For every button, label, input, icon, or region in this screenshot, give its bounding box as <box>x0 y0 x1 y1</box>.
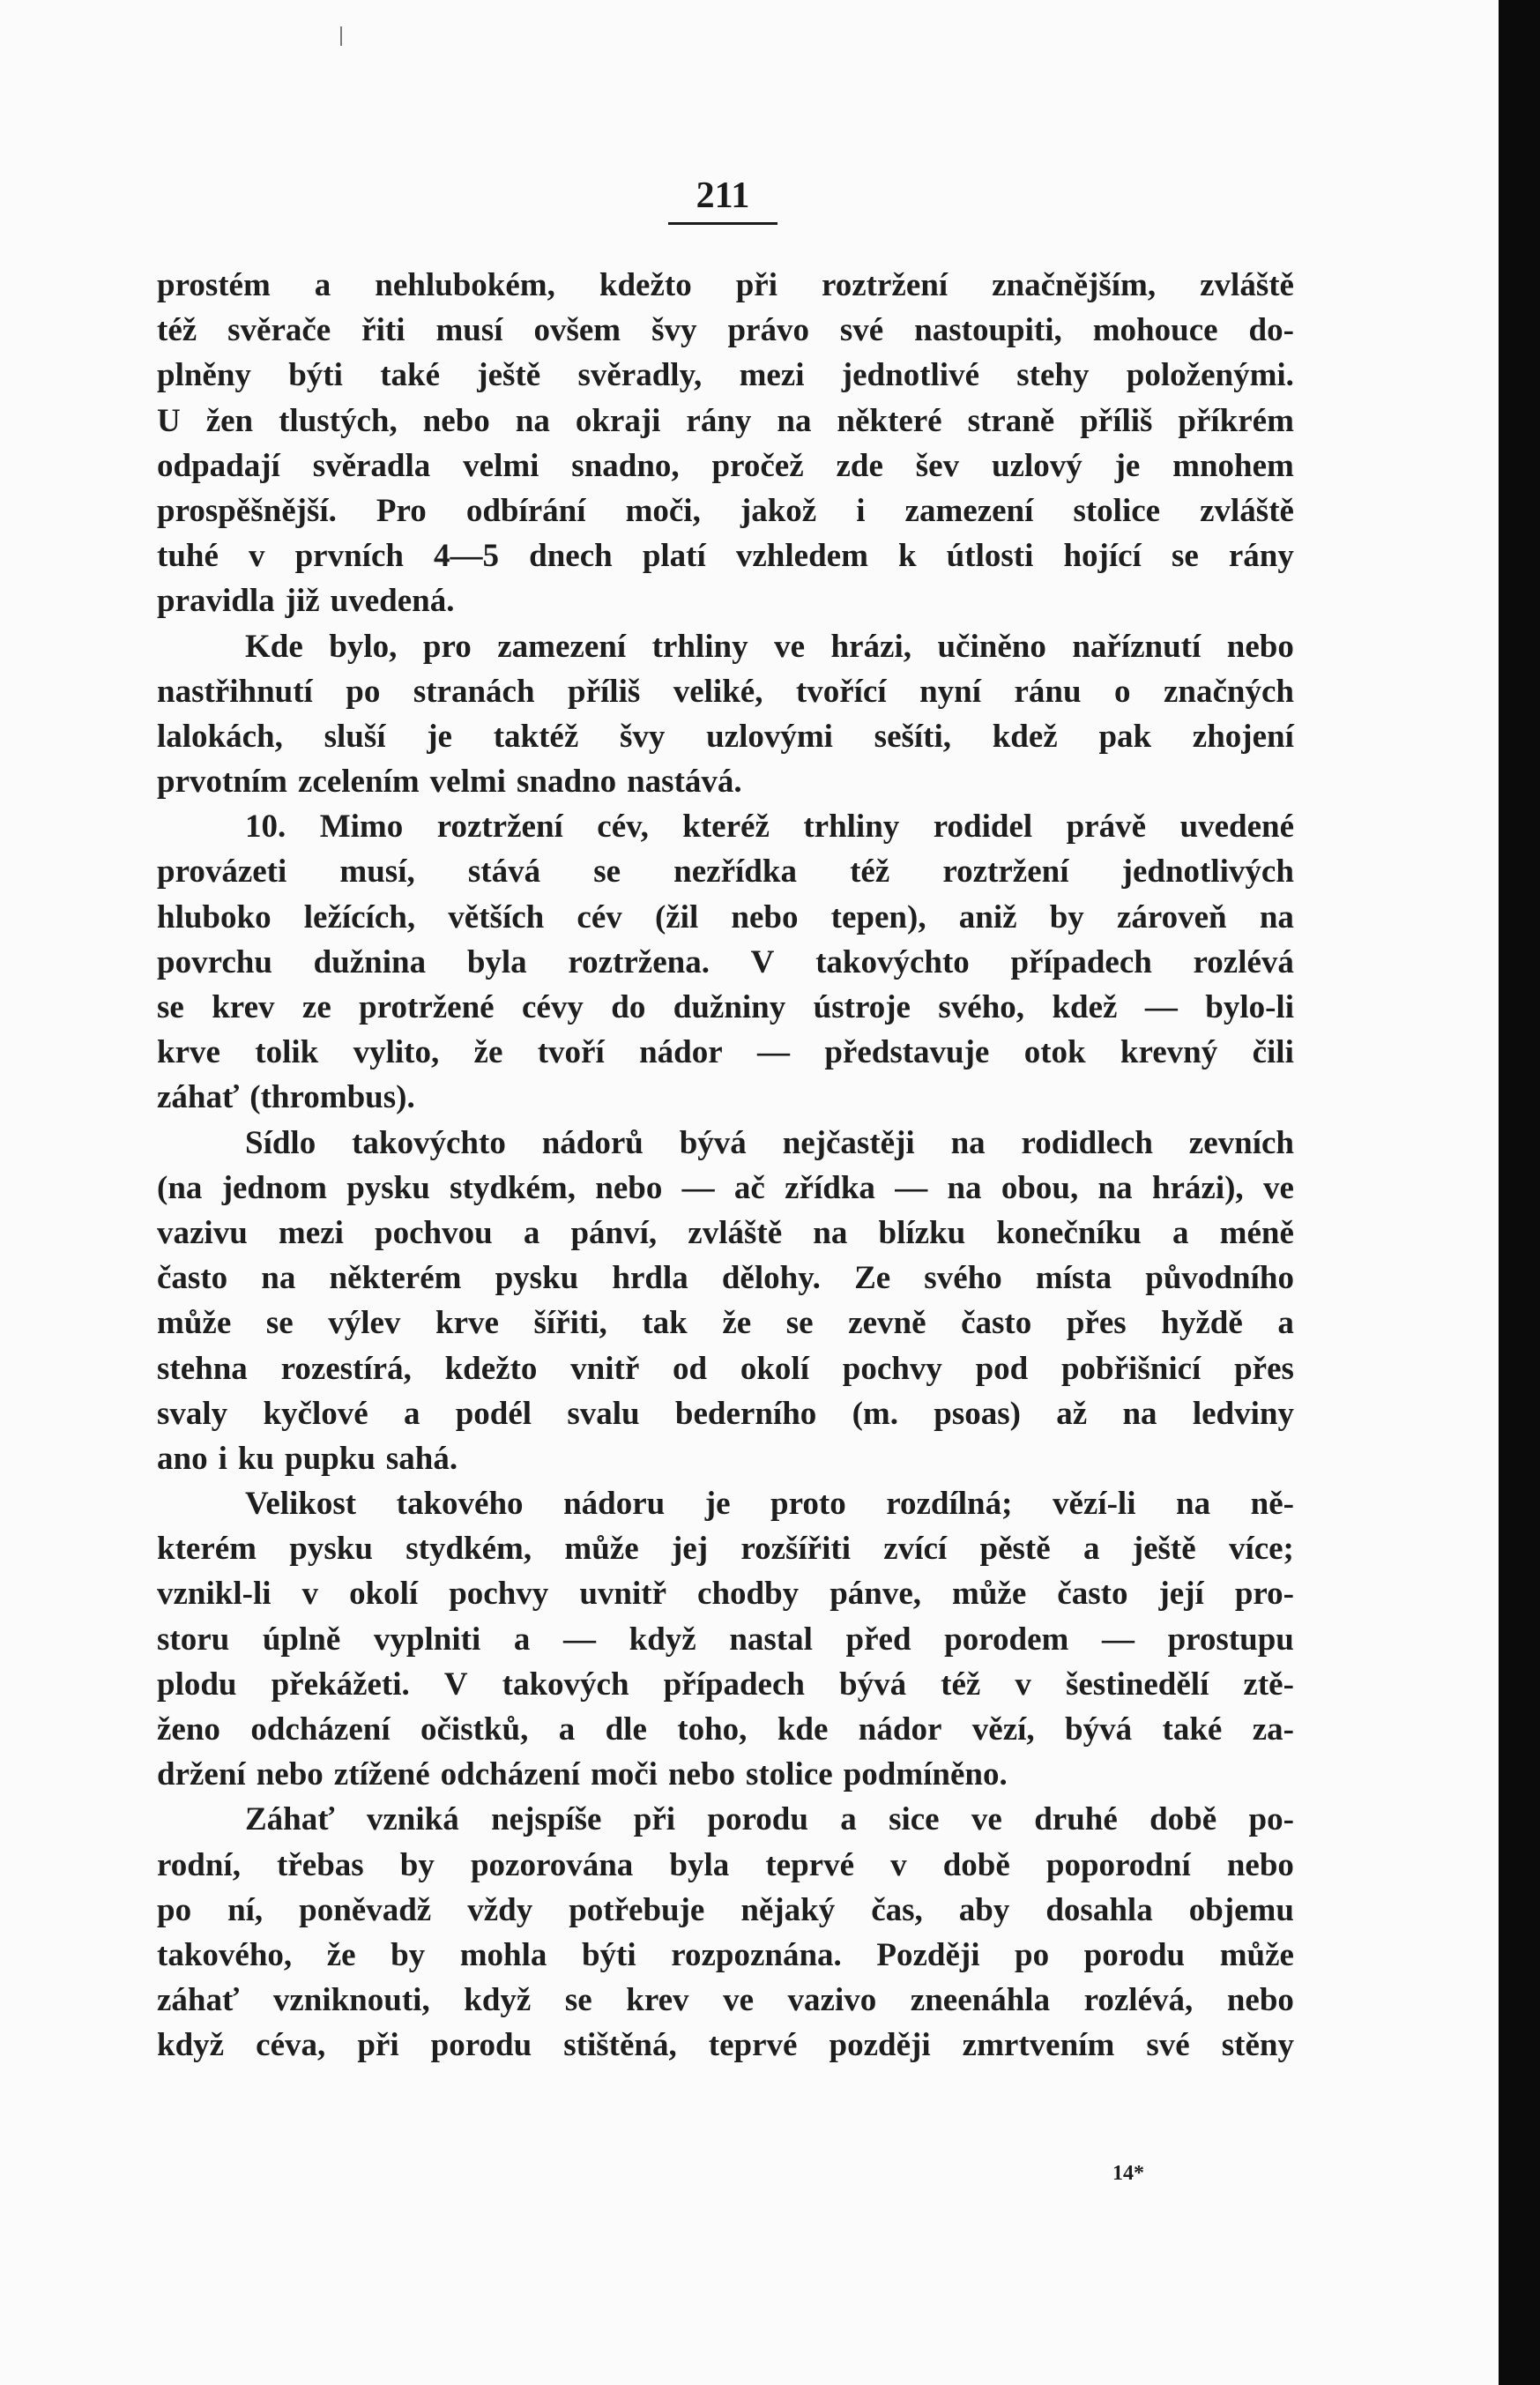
text-line: plodu překážeti. V takových případech bývá též v šestinedělí ztě- <box>157 1666 1294 1703</box>
text-line: záhať vzniknouti, když se krev ve vazivo zneenáhla rozlévá, nebo <box>157 1982 1294 2019</box>
text-line: po ní, poněvadž vždy potřebuje nějaký čas, aby dosahla objemu <box>157 1891 1294 1928</box>
text-line: (na jednom pysku stydkém, nebo — ač zřídka — na obou, na hrázi), ve <box>157 1169 1294 1206</box>
text-line: pravidla již uvedená. <box>157 583 455 620</box>
text-line: též svěrače řiti musí ovšem švy právo své nastoupiti, mohouce do- <box>157 312 1294 349</box>
text-line: ženo odcházení očistků, a dle toho, kde nádor vězí, bývá také za- <box>157 1711 1294 1748</box>
text-line: Sídlo takovýchto nádorů bývá nejčastěji na rodidlech zevních <box>245 1124 1294 1161</box>
text-line: může se výlev krve šířiti, tak že se zevně často přes hyždě a <box>157 1305 1294 1342</box>
text-line: U žen tlustých, nebo na okraji rány na některé straně příliš příkrém <box>157 402 1294 439</box>
text-line: svaly kyčlové a podél svalu bederního (m. psoas) až na ledviny <box>157 1395 1294 1432</box>
signature-mark: 14* <box>1112 2162 1144 2185</box>
text-line: lalokách, sluší je taktéž švy uzlovými sešíti, kdež pak zhojení <box>157 718 1294 755</box>
text-line: vazivu mezi pochvou a pánví, zvláště na blízku konečníku a méně <box>157 1214 1294 1251</box>
body-text <box>157 263 1294 2068</box>
text-line: stehna rozestírá, kdežto vnitř od okolí pochvy pod pobřišnicí přes <box>157 1350 1294 1387</box>
scan-mark <box>340 26 342 46</box>
text-line: držení nebo ztížené odcházení moči nebo stolice podmíněno. <box>157 1756 1008 1793</box>
text-line: krve tolik vylito, že tvoří nádor — představuje otok krevný čili <box>157 1034 1294 1071</box>
text-line: kterém pysku stydkém, může jej rozšířiti zvící pěstě a ještě více; <box>157 1531 1294 1568</box>
page-number: 211 <box>696 175 750 216</box>
text-line: ano i ku pupku sahá. <box>157 1440 458 1477</box>
text-line: odpadají svěradla velmi snadno, pročež zde šev uzlový je mnohem <box>157 447 1294 484</box>
text-line: rodní, třebas by pozorována byla teprvé v době poporodní nebo <box>157 1846 1294 1883</box>
text-line: prvotním zcelením velmi snadno nastává. <box>157 764 742 801</box>
text-line: Záhať vzniká nejspíše při porodu a sice ve druhé době po- <box>245 1801 1294 1838</box>
text-line: se krev ze protržené cévy do dužniny ústroje svého, kdež — bylo-li <box>157 989 1294 1025</box>
text-line: plněny býti také ještě svěradly, mezi jednotlivé stehy položenými. <box>157 357 1294 394</box>
text-line: vznikl-li v okolí pochvy uvnitř chodby pánve, může často její pro- <box>157 1576 1294 1613</box>
text-line: když céva, při porodu stištěná, teprvé později zmrtvením své stěny <box>157 2027 1294 2064</box>
text-line: záhať (thrombus). <box>157 1079 415 1116</box>
text-line: nastřihnutí po stranách příliš veliké, tvořící nyní ránu o značných <box>157 673 1294 710</box>
text-line: povrchu dužnina byla roztržena. V takovýchto případech rozlévá <box>157 943 1294 980</box>
text-line: 10. Mimo roztržení cév, kteréž trhliny rodidel právě uvedené <box>245 809 1294 846</box>
text-line: Kde bylo, pro zamezení trhliny ve hrázi, učiněno naříznutí nebo <box>245 628 1294 665</box>
text-line: často na některém pysku hrdla dělohy. Ze svého místa původního <box>157 1260 1294 1297</box>
text-line: hluboko ležících, větších cév (žil nebo tepen), aniž by zároveň na <box>157 898 1294 935</box>
text-line: prostém a nehlubokém, kdežto při roztržení značnějším, zvláště <box>157 267 1294 303</box>
text-line: provázeti musí, stává se nezřídka též roztržení jednotlivých <box>157 853 1294 891</box>
page-number-underline <box>668 222 777 225</box>
text-line: prospěšnější. Pro odbírání moči, jakož i zamezení stolice zvláště <box>157 492 1294 529</box>
text-line: Velikost takového nádoru je proto rozdílná; vězí-li na ně- <box>245 1486 1294 1523</box>
text-line: storu úplně vyplniti a — když nastal před porodem — prostupu <box>157 1621 1294 1658</box>
text-line: takového, že by mohla býti rozpoznána. Později po porodu může <box>157 1936 1294 1973</box>
text-line: tuhé v prvních 4—5 dnech platí vzhledem k útlosti hojící se rány <box>157 538 1294 575</box>
scan-edge <box>1499 0 1540 2385</box>
